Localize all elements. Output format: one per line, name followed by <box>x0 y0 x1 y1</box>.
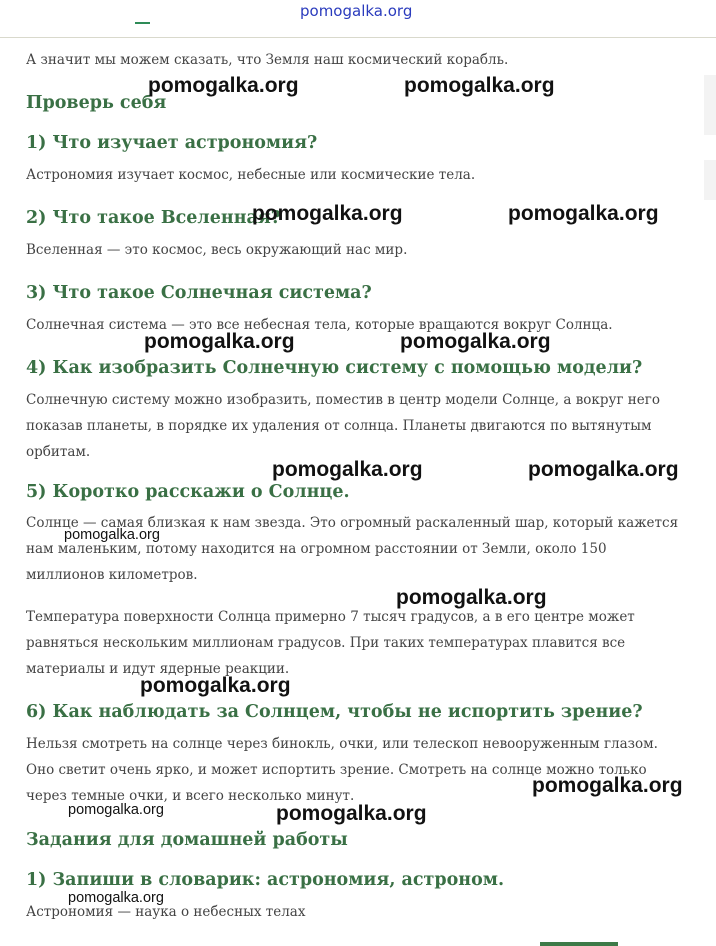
watermark: pomogalka.org <box>64 527 160 543</box>
watermark: pomogalka.org <box>272 458 423 481</box>
answer-paragraph: Солнце — самая близкая к нам звезда. Это огромный раскаленный шар, который кажется нам маленьким, потому находится на огромном расстоянии от Земли, около 150 миллионов километров. <box>26 515 679 583</box>
answer-paragraph: Нельзя смотреть на солнце через бинокль, очки, или телескоп невооруженным глазом. Оно светит очень ярко, и может испортить зрение. Смотреть на солнце можно только через темные очки, и всего несколько минут. <box>26 736 658 804</box>
question-heading: 4) Как изобразить Солнечную систему с помощью модели? <box>26 358 643 378</box>
homework-task-heading: 1) Запиши в словарик: астрономия, астроном. <box>26 870 505 890</box>
answer-paragraph: Астрономия изучает космос, небесные или космические тела. <box>26 167 476 183</box>
bottom-button-edge[interactable] <box>540 942 618 946</box>
question-heading: 5) Коротко расскажи о Солнце. <box>26 482 350 502</box>
homework-answer: Астрономия — наука о небесных телах <box>26 904 306 920</box>
watermark: pomogalka.org <box>508 202 659 225</box>
question-heading: 1) Что изучает астрономия? <box>26 133 318 153</box>
watermark: pomogalka.org <box>252 202 403 225</box>
question-heading: 2) Что такое Вселенная? <box>26 208 282 228</box>
watermark: pomogalka.org <box>528 458 679 481</box>
menu-indicator[interactable] <box>135 22 150 24</box>
watermark: pomogalka.org <box>400 330 551 353</box>
watermark: pomogalka.org <box>148 74 299 97</box>
answer-paragraph: Солнечная система — это все небесная тела, которые вращаются вокруг Солнца. <box>26 317 613 333</box>
watermark: pomogalka.org <box>532 774 683 797</box>
answer-paragraph: Температура поверхности Солнца примерно 7 тысяч градусов, а в его центре может равняться нескольким миллионам градусов. При таких температурах плавится все материалы и идут ядерные реакции. <box>26 609 635 677</box>
answer-paragraph: Солнечную систему можно изобразить, поместив в центр модели Солнце, а вокруг него показав планеты, в порядке их удаления от солнца. Планеты двигаются по вытянутым орбитам. <box>26 392 660 460</box>
top-bar <box>0 0 716 38</box>
check-yourself-heading: Проверь себя <box>26 93 167 113</box>
watermark: pomogalka.org <box>404 74 555 97</box>
question-heading: 6) Как наблюдать за Солнцем, чтобы не испортить зрение? <box>26 702 643 722</box>
watermark: pomogalka.org <box>68 890 164 906</box>
question-heading: 3) Что такое Солнечная система? <box>26 283 372 303</box>
side-panel-edge <box>704 160 716 200</box>
intro-paragraph: А значит мы можем сказать, что Земля наш космический корабль. <box>26 52 509 68</box>
watermark: pomogalka.org <box>396 586 547 609</box>
watermark: pomogalka.org <box>68 802 164 818</box>
answer-paragraph: Вселенная — это космос, весь окружающий нас мир. <box>26 242 408 258</box>
homework-heading: Задания для домашней работы <box>26 830 348 850</box>
watermark: pomogalka.org <box>144 330 295 353</box>
watermark: pomogalka.org <box>276 802 427 825</box>
watermark: pomogalka.org <box>140 674 291 697</box>
side-panel-edge <box>704 75 716 135</box>
site-logo[interactable]: pomogalka.org <box>300 2 413 20</box>
